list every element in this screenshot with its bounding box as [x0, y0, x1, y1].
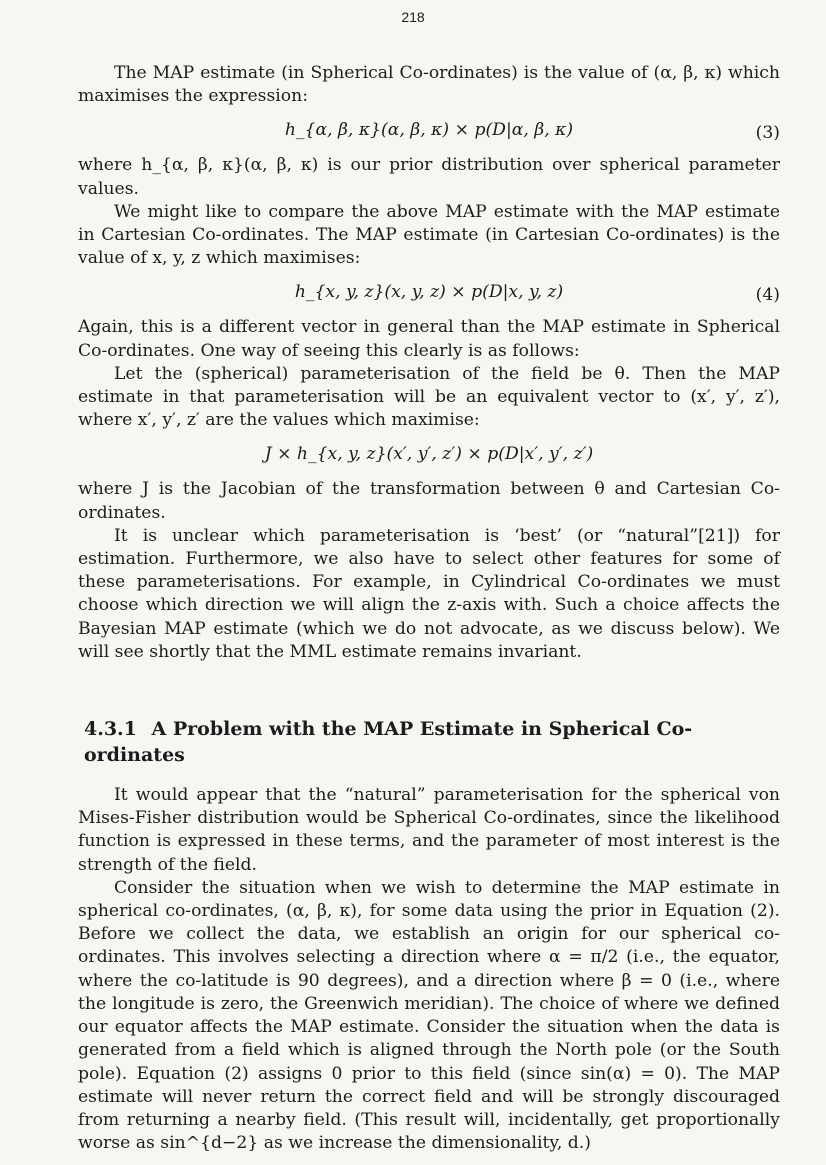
- equation-body: h_{x, y, z}(x, y, z) × p(D|x, y, z): [294, 282, 564, 303]
- equation-4: [78, 274, 780, 310]
- equation-body: J × h_{x, y, z}(x′, y′, z′) × p(D|x′, y′, z′): [264, 444, 594, 465]
- paragraph: It would appear that the “natural” parameterisation for the spherical von Mises-Fisher distribution would be Spherical Co-ordinates, since the likelihood function is expressed in these terms, and the parameter of most interest is the strength of the field.: [78, 785, 780, 875]
- equation-number: (3): [755, 123, 780, 144]
- equation-body: h_{α, β, κ}(α, β, κ) × p(D|α, β, κ): [284, 120, 574, 141]
- paragraph: Again, this is a different vector in general than the MAP estimate in Spherical Co-ordinates. One way of seeing this clearly is as follows:: [78, 317, 780, 361]
- section-number: 4.3.1: [84, 718, 137, 741]
- paragraph: Let the (spherical) parameterisation of the field be θ. Then the MAP estimate in that parameterisation will be an equivalent vector to (x′, y′, z′), where x′, y′, z′ are the values which maximise:: [78, 363, 780, 431]
- equation-3: [78, 112, 780, 148]
- paragraph: The MAP estimate (in Spherical Co-ordinates) is the value of (α, β, κ) which maximises the expression:: [78, 63, 780, 107]
- section-title: A Problem with the MAP Estimate in Spherical Co-ordinates: [84, 718, 693, 767]
- equation-5: [78, 436, 780, 472]
- equation-number: (4): [755, 285, 780, 306]
- paragraph: We might like to compare the above MAP estimate with the MAP estimate in Cartesian Co-ordinates. The MAP estimate (in Cartesian Co-ordinates) is the value of x, y, z which maximises:: [78, 201, 780, 269]
- paragraph: where h_{α, β, κ}(α, β, κ) is our prior distribution over spherical parameter values.: [78, 155, 780, 199]
- paragraph: It is unclear which parameterisation is ‘best’ (or “natural”[21]) for estimation. Furthermore, we also have to select other features for some of these parameterisations. For example, in Cylindrical Co-ordinates we must choose which direction we will align the z-axis with. Such a choice affects the Bayesian MAP estimate (which we do not advocate, as we discuss below). We will see shortly that the MML estimate remains invariant.: [78, 525, 780, 662]
- paragraph: where J is the Jacobian of the transformation between θ and Cartesian Co-ordinates.: [78, 479, 780, 523]
- page-number: 218: [401, 9, 425, 25]
- section-heading: [84, 716, 780, 768]
- paragraph: Consider the situation when we wish to determine the MAP estimate in spherical co-ordinates, (α, β, κ), for some data using the prior in Equation (2). Before we collect the data, we establish an origin for our spherical co-ordinates. This involves selecting a direction where α = π/2 (i.e., the equator, where the co-latitude is 90 degrees), and a direction where β = 0 (i.e., where the longitude is zero, the Greenwich meridian). The choice of where we defined our equator affects the MAP estimate. Consider the situation when the data is generated from a field which is aligned through the North pole (or the South pole). Equation (2) assigns 0 prior to this field (since sin(α) = 0). The MAP estimate will never return the correct field and will be strongly discouraged from returning a nearby field. (This result will, incidentally, get proportionally worse as sin^{d−2} as we increase the dimensionality, d.): [78, 877, 780, 1154]
- body-text: [78, 62, 780, 1155]
